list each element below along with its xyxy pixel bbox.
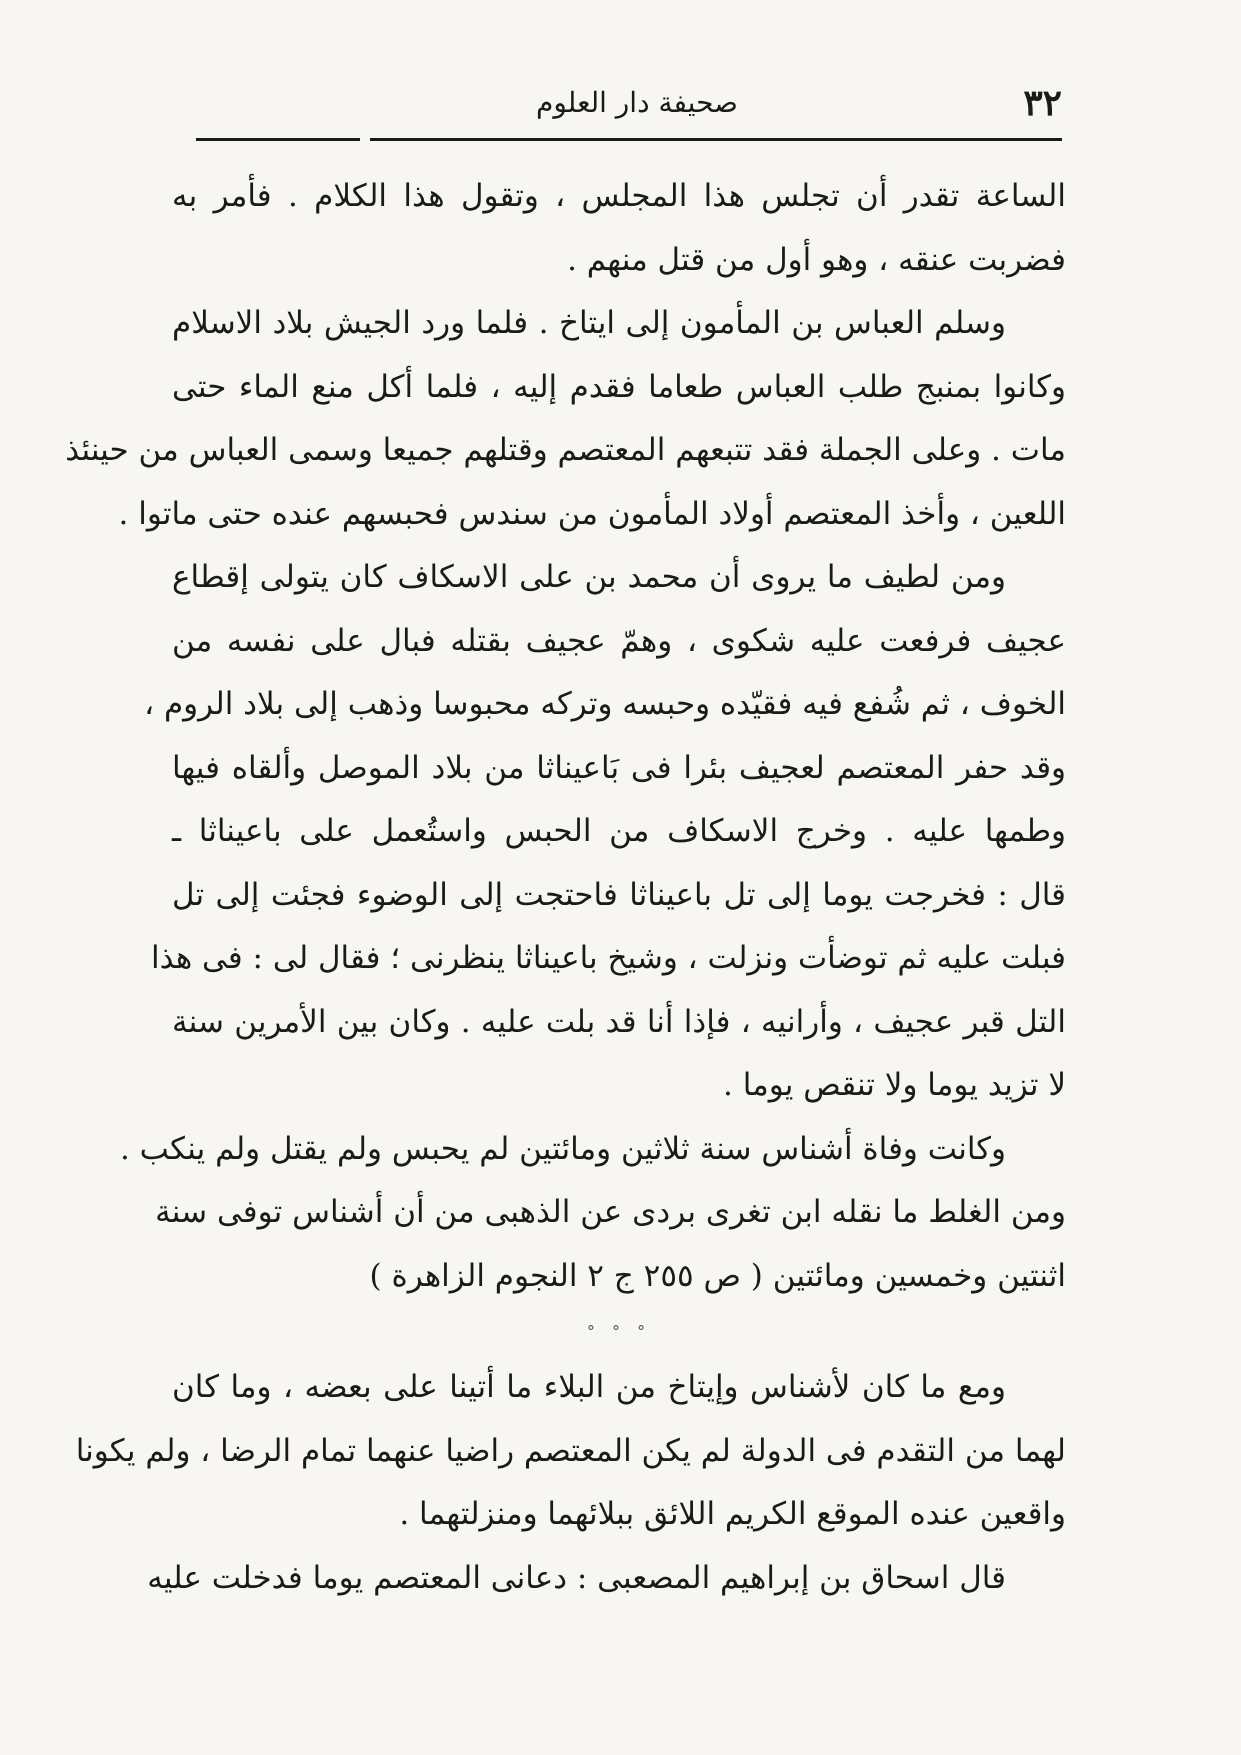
text-line: وسلم العباس بن المأمون إلى ايتاخ . فلما ورد الجيش بلاد الاسلام xyxy=(172,305,1006,341)
page-header xyxy=(196,80,1062,130)
text-line: قال : فخرجت يوما إلى تل باعيناثا فاحتجت إلى الوضوء فجئت إلى تل xyxy=(172,876,1066,913)
text-line: اللعين ، وأخذ المعتصم أولاد المأمون من سندس فحبسهم عنده حتى ماتوا . xyxy=(118,495,1066,532)
text-line: لهما من التقدم فى الدولة لم يكن المعتصم راضيا عنهما تمام الرضا ، ولم يكونا xyxy=(75,1432,1066,1469)
text-line: وقد حفر المعتصم لعجيف بئرا فى بَاعيناثا من بلاد الموصل وألقاه فيها xyxy=(172,749,1066,786)
text-line: وطمها عليه . وخرج الاسكاف من الحبس واستُعمل على باعيناثا ـ xyxy=(172,813,1066,849)
header-rule-gap xyxy=(360,134,370,144)
text-line: مات . وعلى الجملة فقد تتبعهم المعتصم وقتلهم جميعا وسمى العباس من حينئذ xyxy=(65,432,1066,468)
body-paragraphs-bottom xyxy=(75,1356,1066,1610)
text-line: ومن لطيف ما يروى أن محمد بن على الاسكاف كان يتولى إقطاع xyxy=(172,559,1006,595)
text-line: الساعة تقدر أن تجلس هذا المجلس ، وتقول هذا الكلام . فأمر به xyxy=(172,178,1066,214)
text-line: ومع ما كان لأشناس وإيتاخ من البلاء ما أتينا على بعضه ، وما كان xyxy=(172,1369,1006,1405)
text-line: قال اسحاق بن إبراهيم المصعبى : دعانى المعتصم يوما فدخلت عليه xyxy=(147,1559,1006,1596)
page-number: ٣٢ xyxy=(1023,82,1062,124)
text-line: فضربت عنقه ، وهو أول من قتل منهم . xyxy=(567,241,1066,278)
text-line: فبلت عليه ثم توضأت ونزلت ، وشيخ باعيناثا ينظرنى ؛ فقال لى : فى هذا xyxy=(150,940,1066,976)
section-ornament: ° ° ° xyxy=(586,1322,652,1341)
body-paragraphs-top xyxy=(65,165,1066,1308)
text-line: لا تزيد يوما ولا تنقص يوما . xyxy=(723,1067,1066,1103)
text-line: وكانت وفاة أشناس سنة ثلاثين ومائتين لم يحبس ولم يقتل ولم ينكب . xyxy=(119,1130,1006,1167)
text-line: وكانوا بمنبج طلب العباس طعاما فقدم إليه ، فلما أكل منع الماء حتى xyxy=(172,368,1066,405)
text-line: واقعين عنده الموقع الكريم اللائق ببلائهما ومنزلتهما . xyxy=(399,1496,1066,1532)
body-text xyxy=(65,165,1066,1610)
text-line: الخوف ، ثم شُفع فيه فقيّده وحبسه وتركه محبوسا وذهب إلى بلاد الروم ، xyxy=(144,686,1066,722)
text-line: ومن الغلط ما نقله ابن تغرى بردى عن الذهبى من أن أشناس توفى سنة xyxy=(155,1194,1066,1230)
text-line: التل قبر عجيف ، وأرانيه ، فإذا أنا قد بلت عليه . وكان بين الأمرين سنة xyxy=(172,1003,1066,1040)
text-line: عجيف فرفعت عليه شكوى ، وهمّ عجيف بقتله فبال على نفسه من xyxy=(172,622,1066,659)
text-line: اثنتين وخمسين ومائتين ( ص ٢٥٥ ج ٢ النجوم الزاهرة ) xyxy=(369,1257,1066,1294)
header-rule xyxy=(196,138,1062,141)
running-title: صحيفة دار العلوم xyxy=(536,86,738,119)
